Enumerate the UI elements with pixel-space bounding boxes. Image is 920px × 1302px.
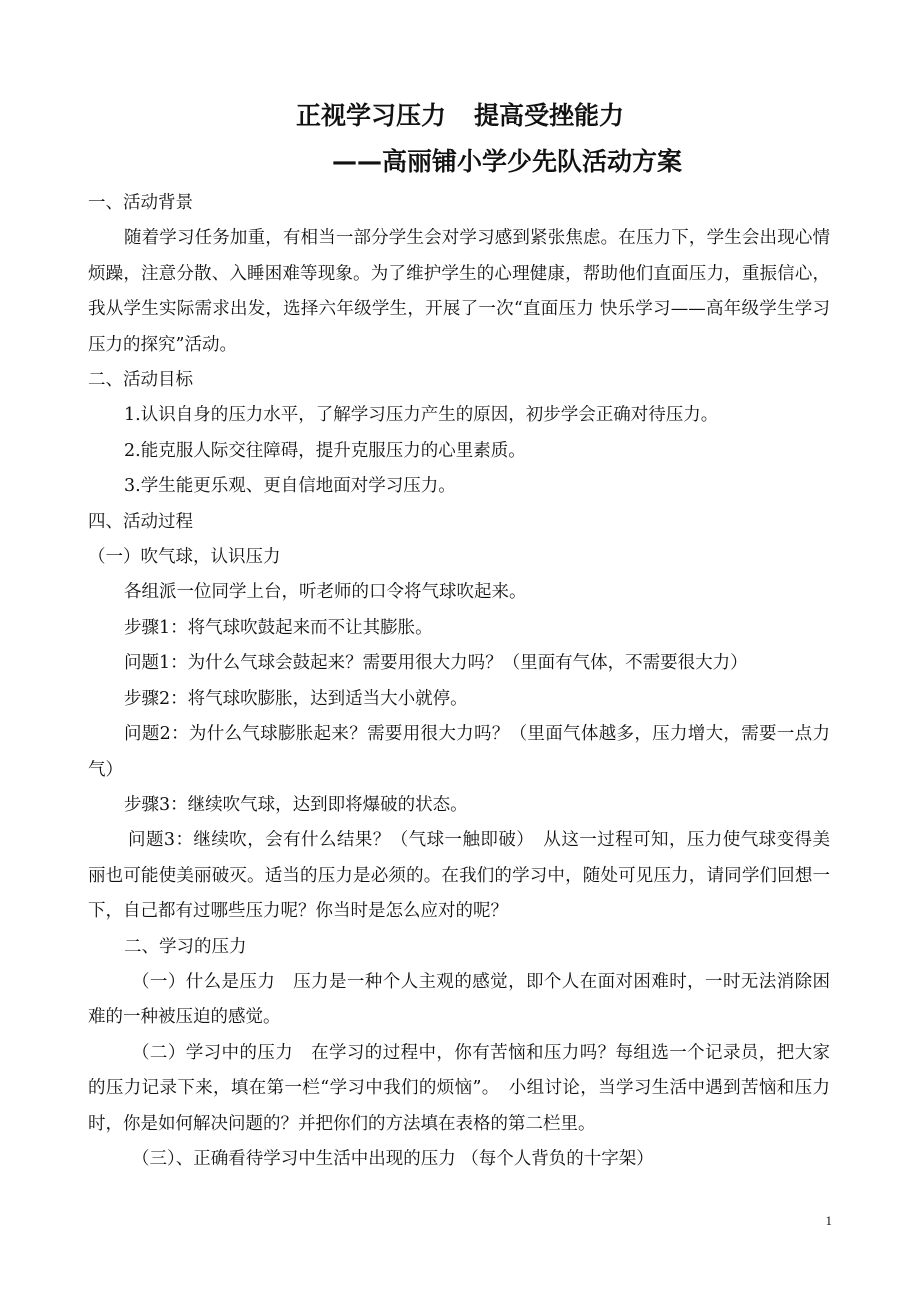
step-2: 步骤2：将气球吹膨胀，达到适当大小就停。 bbox=[124, 688, 468, 709]
title-part-1: 正视学习压力 bbox=[295, 101, 446, 130]
paragraph-study-pressure: （二）学习中的压力 在学习的过程中，你有苦恼和压力吗？每组选一个记录员，把大家的压力记录下来，填在第一栏“学习中我们的烦恼”。 小组讨论，当学习生活中遇到苦恼和压力时，你是如何解决问题的？并把你们的方法填在表格的第二栏里。 bbox=[88, 1042, 830, 1134]
paragraph-view-pressure: （三）、正确看待学习中生活中出现的压力 （每个人背负的十字架） bbox=[132, 1148, 654, 1169]
paragraph-what-is-pressure: （一）什么是压力 压力是一种个人主观的感觉，即个人在面对困难时，一时无法消除困难的一种被压迫的感觉。 bbox=[88, 971, 830, 1028]
question-1: 问题1：为什么气球会鼓起来？需要用很大力吗？（里面有气体，不需要很大力） bbox=[124, 653, 748, 674]
section-heading-pressure: 二、学习的压力 bbox=[124, 936, 247, 957]
paragraph-instruction: 各组派一位同学上台，听老师的口令将气球吹起来。 bbox=[124, 582, 527, 603]
document-body bbox=[88, 186, 830, 1177]
section-heading-process: 四、活动过程 bbox=[88, 511, 193, 532]
step-1: 步骤1：将气球吹鼓起来而不让其膨胀。 bbox=[124, 617, 433, 638]
question-3: 问题3：继续吹，会有什么结果？（气球一触即破） 从这一过程可知，压力使气球变得美丽也可能使美丽破灭。适当的压力是必须的。在我们的学习中，随处可见压力，请同学们回想一下，自己都有过哪些压力呢？你当时是怎么应对的呢？ bbox=[88, 830, 830, 922]
question-2: 问题2：为什么气球膨胀起来？需要用很大力吗？（里面气体越多，压力增大，需要一点力气） bbox=[88, 724, 830, 780]
section-heading-background: 一、活动背景 bbox=[88, 193, 193, 213]
goal-item-1: 1.认识自身的压力水平，了解学习压力产生的原因，初步学会正确对待压力。 bbox=[124, 405, 719, 426]
goal-item-2: 2.能克服人际交往障碍，提升克服压力的心里素质。 bbox=[124, 440, 526, 461]
page-number: 1 bbox=[825, 1213, 832, 1228]
document-subtitle: ——高丽铺小学少先队活动方案 bbox=[332, 147, 683, 176]
document-title bbox=[0, 96, 920, 132]
paragraph-background: 随着学习任务加重，有相当一部分学生会对学习感到紧张焦虑。在压力下，学生会出现心情烦躁，注意分散、入睡困难等现象。为了维护学生的心理健康，帮助他们直面压力，重振信心，我从学生实际需求出发，选择六年级学生，开展了一次“直面压力 快乐学习——高年级学生学习压力的探究”活动。 bbox=[88, 228, 830, 355]
step-3: 步骤3：继续吹气球，达到即将爆破的状态。 bbox=[124, 794, 468, 815]
section-heading-goals: 二、活动目标 bbox=[88, 370, 193, 391]
goal-item-3: 3.学生能更乐观、更自信地面对学习压力。 bbox=[124, 476, 456, 497]
title-part-2: 提高受挫能力 bbox=[474, 101, 625, 130]
subsection-balloon: （一）吹气球，认识压力 bbox=[88, 547, 281, 568]
